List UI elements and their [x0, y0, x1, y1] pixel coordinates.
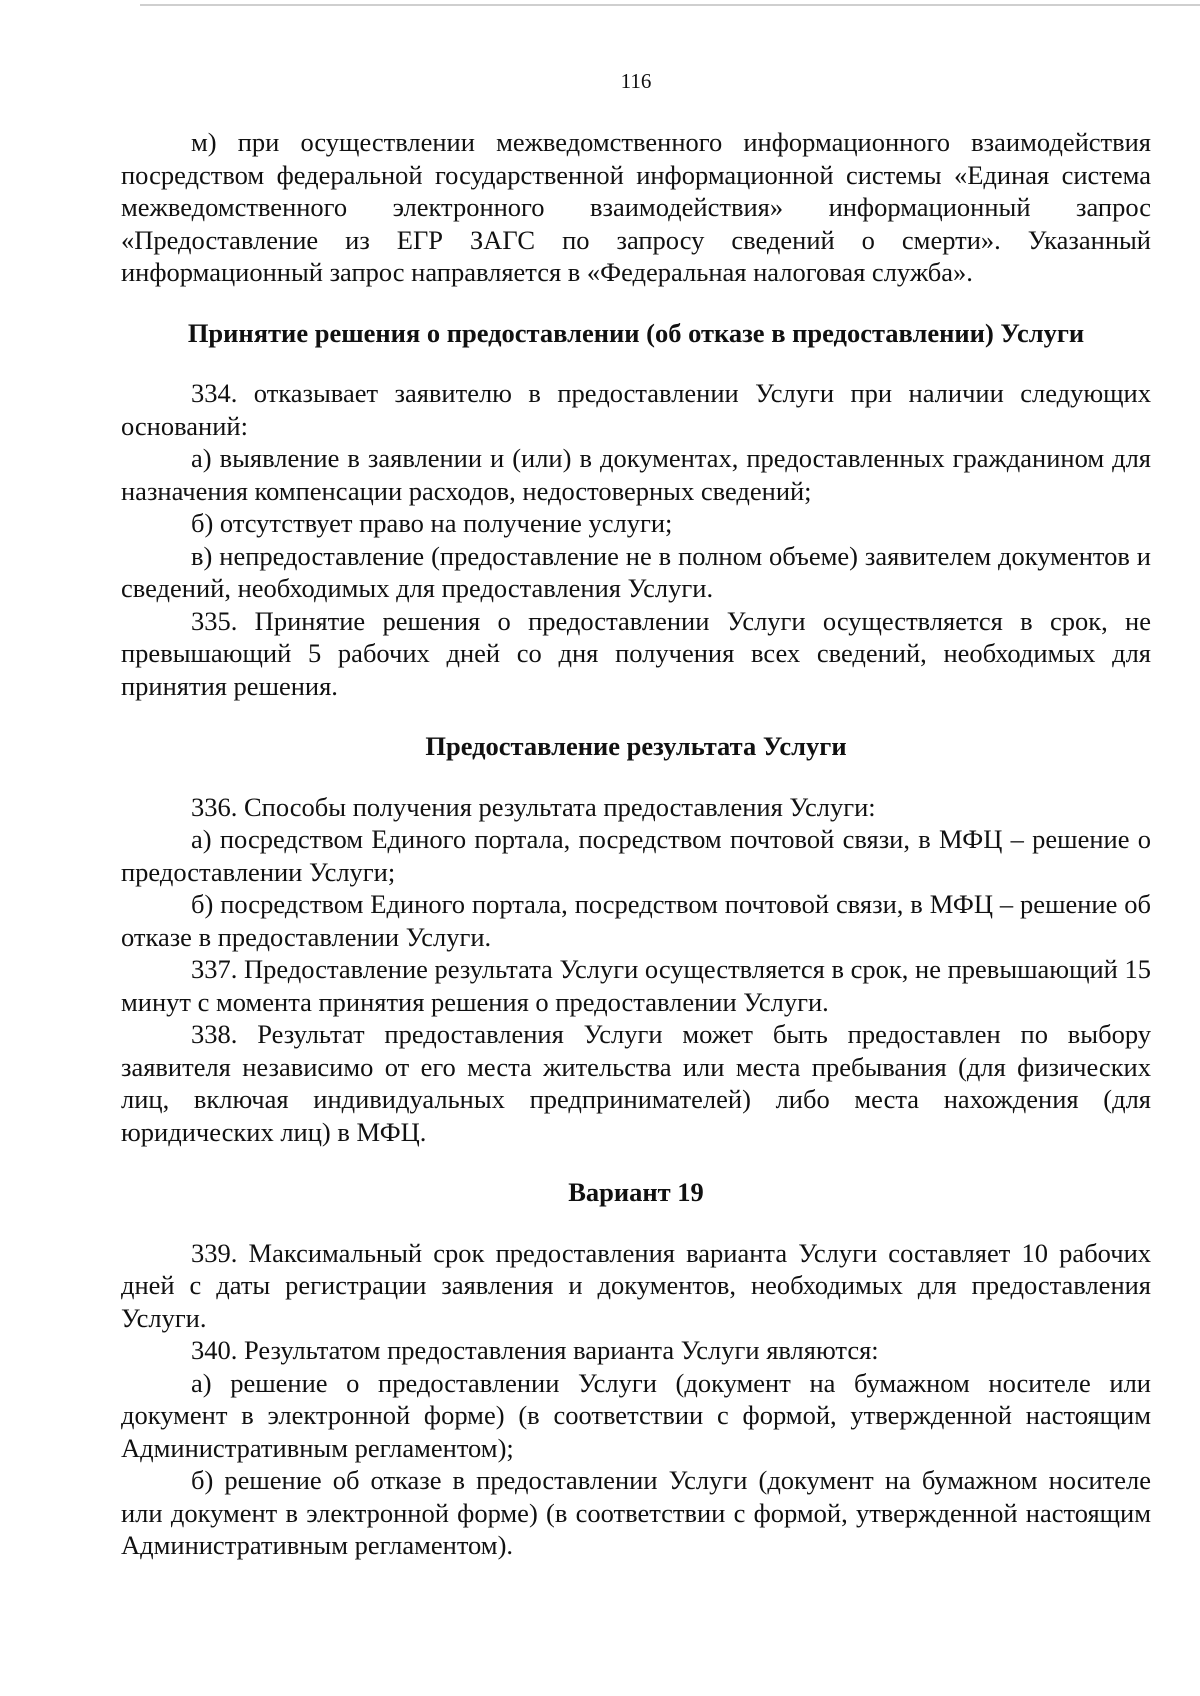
document-page: [121, 66, 1151, 1562]
paragraph-338: 338. Результат предоставления Услуги может быть предоставлен по выбору заявителя независимо от его места жительства или места пребывания (для физических лиц, включая индивидуальных предпринимателей) либо места нахождения (для юридических лиц) в МФЦ.: [121, 1019, 1151, 1147]
list-item-336-a: а) посредством Единого портала, посредством почтовой связи, в МФЦ – решение о предоставлении Услуги;: [121, 824, 1151, 887]
paragraph-334: 334. отказывает заявителю в предоставлении Услуги при наличии следующих оснований:: [121, 378, 1151, 441]
paragraph-m-interagency-request: м) при осуществлении межведомственного информационного взаимодействия посредством федеральной государственной информационной системы «Единая система межведомственного электронного взаимодействия» информационный запрос «Предоставление из ЕГР ЗАГС по запросу сведений о смерти». Указанный информационный запрос направляется в «Федеральная налоговая служба».: [121, 127, 1151, 287]
section-heading-decision: Принятие решения о предоставлении (об отказе в предоставлении) Услуги: [187, 317, 1085, 348]
list-item-340-b: б) решение об отказе в предоставлении Услуги (документ на бумажном носителе или документ в электронной форме) (в соответствии с формой, утвержденной настоящим Административным регламентом).: [121, 1465, 1151, 1560]
scan-edge-line: [140, 4, 1200, 6]
page-number: 116: [620, 69, 652, 93]
paragraph-337: 337. Предоставление результата Услуги осуществляется в срок, не превышающий 15 минут с момента принятия решения о предоставлении Услуги.: [121, 954, 1151, 1017]
paragraph-335: 335. Принятие решения о предоставлении Услуги осуществляется в срок, не превышающий 5 рабочих дней со дня получения всех сведений, необходимых для принятия решения.: [121, 605, 1151, 701]
paragraph-340: 340. Результатом предоставления варианта Услуги являются:: [191, 1335, 879, 1365]
paragraph-336: 336. Способы получения результата предоставления Услуги:: [191, 791, 876, 822]
list-item-334-v: в) непредоставление (предоставление не в полном объеме) заявителем документов и сведений, необходимых для предоставления Услуги.: [121, 540, 1151, 603]
section-heading-result: Предоставление результата Услуги: [425, 731, 847, 761]
list-item-336-b: б) посредством Единого портала, посредством почтовой связи, в МФЦ – решение об отказе в предоставлении Услуги.: [121, 889, 1151, 952]
list-item-340-a: а) решение о предоставлении Услуги (документ на бумажном носителе или документ в электронной форме) (в соответствии с формой, утвержденной настоящим Административным регламентом);: [121, 1367, 1151, 1463]
paragraph-339: 339. Максимальный срок предоставления варианта Услуги составляет 10 рабочих дней с даты регистрации заявления и документов, необходимых для предоставления Услуги.: [121, 1237, 1151, 1333]
list-item-334-b: б) отсутствует право на получение услуги;: [191, 508, 673, 538]
section-heading-variant-19: Вариант 19: [568, 1177, 704, 1207]
list-item-334-a: а) выявление в заявлении и (или) в документах, предоставленных гражданином для назначения компенсации расходов, недостоверных сведений;: [121, 443, 1151, 506]
